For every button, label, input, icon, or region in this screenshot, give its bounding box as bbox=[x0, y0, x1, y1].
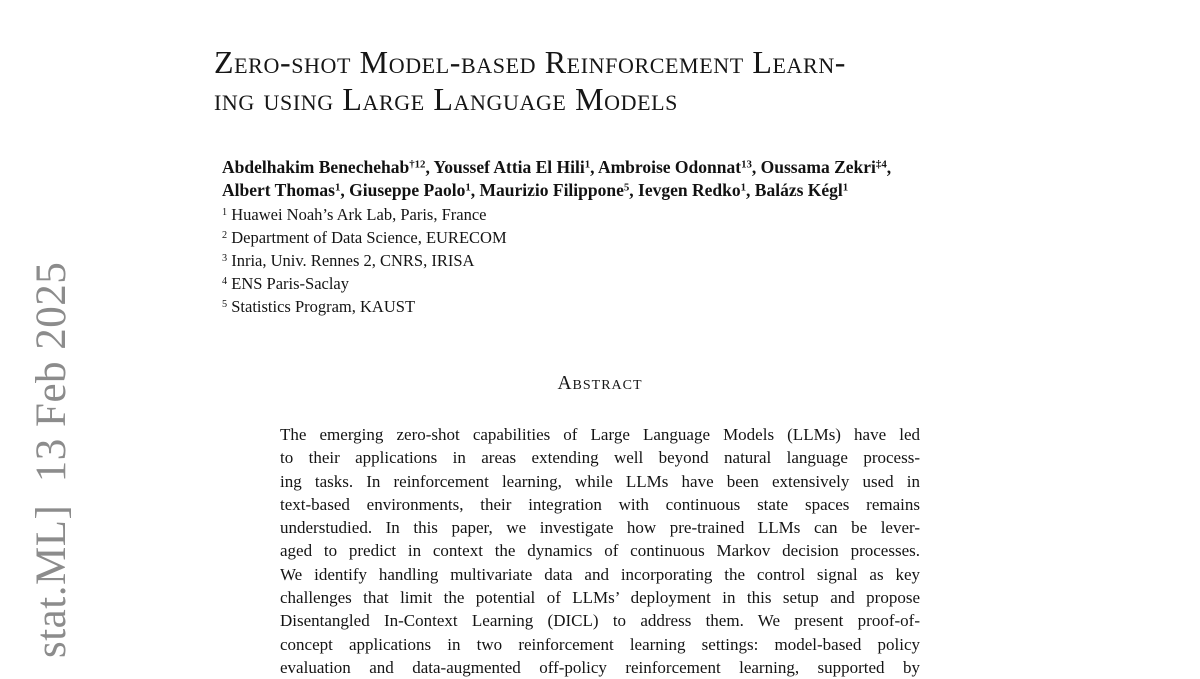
affiliation-line: $^5$ Statistics Program, KAUST bbox=[222, 297, 416, 316]
author-superscript: 1 bbox=[334, 181, 341, 194]
author-name: , Ievgen Redko bbox=[629, 179, 741, 200]
author-superscript: 1 bbox=[584, 158, 591, 171]
title-line-2: ing using Large Language Models bbox=[214, 81, 679, 117]
affiliation-superscript: 3 bbox=[222, 252, 228, 264]
abstract-line: to their applications in areas extending well beyond natural language process- bbox=[280, 448, 920, 468]
author-superscript: ‡4 bbox=[875, 158, 887, 171]
affiliation-superscript: 4 bbox=[222, 275, 228, 287]
affiliation-line: $^4$ ENS Paris-Saclay bbox=[222, 274, 350, 293]
title-line-1: Zero-shot Model-based Reinforcement Learn- bbox=[214, 44, 847, 80]
author-name: , Youssef Attia El Hili bbox=[425, 157, 585, 177]
abstract-line: ing tasks. In reinforcement learning, while LLMs have been extensively used in bbox=[280, 471, 920, 491]
affiliations bbox=[222, 203, 507, 318]
author-superscript: 13 bbox=[741, 158, 752, 171]
abstract-line: The emerging zero-shot capabilities of Large Language Models (LLMs) have led bbox=[280, 425, 920, 444]
author-lines bbox=[222, 156, 1022, 201]
affiliation-superscript: 2 bbox=[222, 229, 228, 241]
affiliation-line: $^2$ Department of Data Science, EURECOM bbox=[222, 228, 507, 247]
affiliation-superscript: 5 bbox=[222, 298, 228, 310]
author-name: Albert Thomas bbox=[222, 179, 335, 200]
author-superscript: 1 bbox=[740, 181, 747, 194]
author-superscript: 1 bbox=[842, 181, 849, 194]
author-line bbox=[222, 179, 1022, 202]
author-name: Abdelhakim Benechehab bbox=[222, 157, 410, 177]
abstract-line: challenges that limit the potential of LLMs’ deployment in this setup and propose bbox=[280, 588, 920, 608]
author-superscript: 5 bbox=[623, 181, 630, 194]
author-name: , Oussama Zekri bbox=[751, 157, 876, 177]
abstract-heading: Abstract bbox=[557, 373, 643, 394]
author-superscript: 1 bbox=[465, 181, 471, 194]
abstract-line: evaluation and data-augmented off-policy reinforcement learning, supported by bbox=[280, 657, 920, 677]
abstract-body bbox=[280, 423, 920, 679]
abstract-line: concept applications in two reinforcement learning settings: model-based policy bbox=[280, 634, 920, 654]
abstract-line: We identify handling multivariate data and incorporating the control signal as key bbox=[280, 564, 920, 584]
affiliation-line: $^1$ Huawei Noah’s Ark Lab, Paris, France bbox=[222, 205, 487, 224]
abstract-line: understudied. In this paper, we investigate how pre-trained LLMs can be lever- bbox=[280, 518, 920, 538]
arxiv-watermark-text: stat.ML] 13 Feb 2025 bbox=[28, 261, 75, 658]
paper-title bbox=[214, 44, 846, 118]
author-line bbox=[222, 156, 1022, 179]
author-name: , Balázs Kégl bbox=[746, 179, 843, 200]
author-name: , Giuseppe Paolo bbox=[340, 179, 466, 200]
author-name: , Maurizio Filippone bbox=[470, 179, 624, 200]
abstract-line: aged to predict in context the dynamics of continuous Markov decision processes. bbox=[280, 541, 920, 561]
author-name: , Ambroise Odonnat bbox=[590, 157, 742, 177]
abstract-line: text-based environments, their integration with continuous state spaces remains bbox=[280, 494, 920, 514]
abstract-line: Disentangled In-Context Learning (DICL) to address them. We present proof-of- bbox=[280, 611, 920, 631]
affiliation-superscript: 1 bbox=[222, 206, 228, 218]
author-superscript: †12 bbox=[409, 158, 426, 171]
affiliation-line: $^3$ Inria, Univ. Rennes 2, CNRS, IRISA bbox=[222, 251, 475, 270]
author-name: , bbox=[886, 157, 892, 177]
